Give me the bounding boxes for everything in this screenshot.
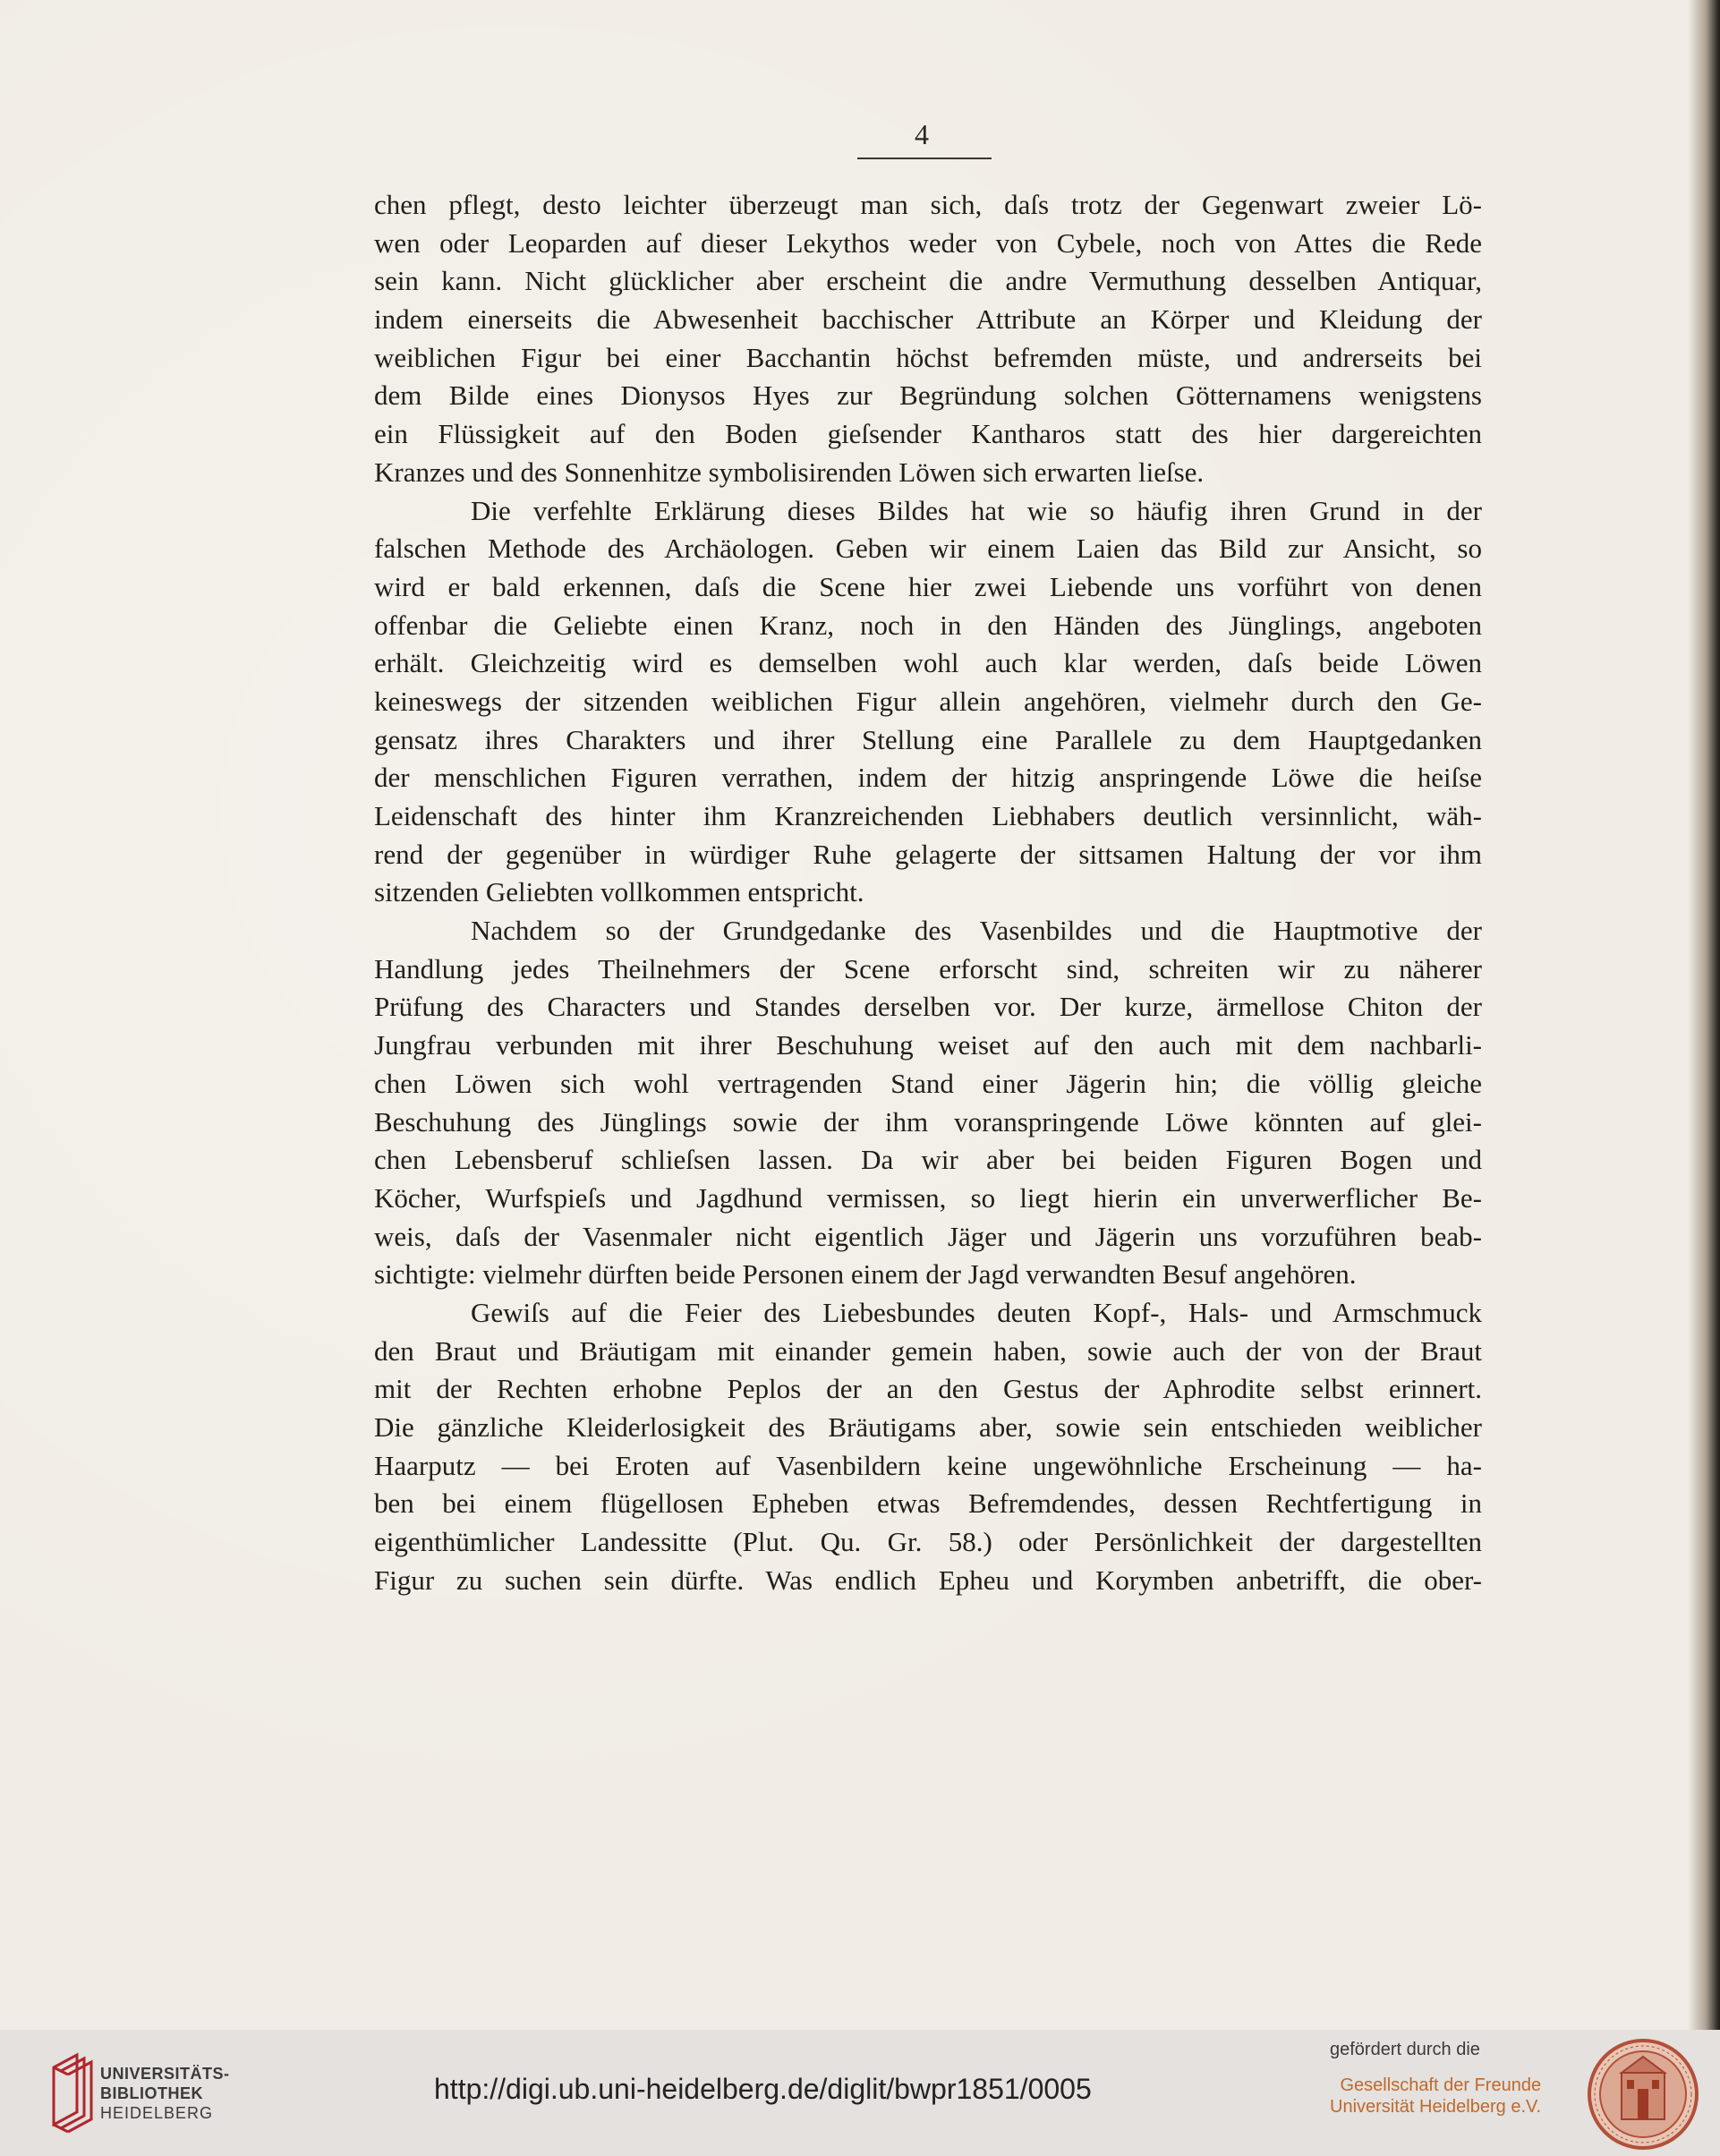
text-line: Handlung jedes Theilnehmers der Scene erforscht sind, schreiten wir zu näherer bbox=[374, 952, 1482, 984]
text-line: der menschlichen Figuren verrathen, indem der hitzig anspringende Löwe die heiſse bbox=[374, 762, 1482, 794]
text-line: Kranzes und des Sonnenhitze symbolisirenden Löwen sich erwarten lieſse. bbox=[374, 456, 1205, 488]
text-line: Die gänzliche Kleiderlosigkeit des Bräutigams aber, sowie sein entschieden weiblicher bbox=[374, 1411, 1482, 1443]
text-line: chen Lebensberuf schlieſsen lassen. Da wir aber bei beiden Figuren Bogen und bbox=[374, 1144, 1482, 1176]
text-line: ben bei einem flügellosen Epheben etwas Befremdendes, dessen Rechtfertigung in bbox=[374, 1487, 1482, 1520]
text-line: keineswegs der sitzenden weiblichen Figur allein angehören, vielmehr durch den Ge- bbox=[374, 685, 1482, 717]
text-line: Leidenschaft des hinter ihm Kranzreichenden Liebhabers deutlich versinnlicht, wäh- bbox=[374, 800, 1482, 831]
text-line: dem Bilde eines Dionysos Hyes zur Begründung solchen Götternamens wenigstens bbox=[374, 379, 1482, 412]
text-line: ein Flüssigkeit auf den Boden gieſsender Kantharos statt des hier dargereichten bbox=[374, 418, 1482, 450]
library-name-line3: HEIDELBERG bbox=[100, 2104, 214, 2122]
funded-by-label: gefördert durch die bbox=[1330, 2040, 1480, 2059]
text-line: Beschuhung des Jünglings sowie der ihm voranspringende Löwe könnten auf glei- bbox=[374, 1105, 1482, 1138]
text-line: Jungfrau verbunden mit ihrer Beschuhung weiset auf den auch mit dem nachbarli- bbox=[374, 1029, 1482, 1061]
society-name-line2: Universität Heidelberg e.V. bbox=[1330, 2097, 1542, 2117]
text-line: Die verfehlte Erklärung dieses Bildes hat wie so häufig ihren Grund in der bbox=[471, 494, 1482, 526]
text-line: rend der gegenüber in würdiger Ruhe gelagerte der sittsamen Haltung der vor ihm bbox=[374, 838, 1482, 870]
text-line: falschen Methode des Archäologen. Geben wir einem Laien das Bild zur Ansicht, so bbox=[374, 533, 1482, 565]
text-line: chen Löwen sich wohl vertragenden Stand einer Jägerin hin; die völlig gleiche bbox=[374, 1067, 1482, 1099]
text-line: chen pflegt, desto leichter überzeugt man sich, daſs trotz der Gegenwart zweier Lö- bbox=[374, 189, 1482, 220]
text-line: sein kann. Nicht glücklicher aber erscheint die andre Vermuthung desselben Antiquar, bbox=[374, 265, 1482, 297]
text-line: sitzenden Geliebten vollkommen entspricht. bbox=[374, 876, 864, 908]
text-line: Prüfung des Characters und Standes derselben vor. Der kurze, ärmellose Chiton der bbox=[374, 991, 1482, 1023]
text-line: gensatz ihres Charakters und ihrer Stellung eine Parallele zu dem Hauptgedanken bbox=[374, 723, 1482, 755]
text-line: wen oder Leoparden auf dieser Lekythos weder von Cybele, noch von Attes die Rede bbox=[374, 226, 1482, 259]
text-line: mit der Rechten erhobne Peplos der an den Gestus der Aphrodite selbst erinnert. bbox=[374, 1373, 1482, 1405]
permalink-url[interactable]: http://digi.ub.uni-heidelberg.de/diglit/bwpr1851/0005 bbox=[434, 2073, 1092, 2105]
text-line: Gewiſs auf die Feier des Liebesbundes deuten Kopf-, Hals- und Armschmuck bbox=[471, 1296, 1482, 1328]
university-library-logo-icon bbox=[48, 2049, 98, 2135]
text-line: erhält. Gleichzeitig wird es demselben wohl auch klar werden, daſs beide Löwen bbox=[374, 647, 1482, 679]
text-line: Köcher, Wurfspieſs und Jagdhund vermissen, so liegt hierin ein unverwerflicher Be- bbox=[374, 1181, 1482, 1214]
page-number: 4 bbox=[915, 118, 929, 150]
text-line: weiblichen Figur bei einer Bacchantin höchst befremden müste, und andrerseits bei bbox=[374, 341, 1482, 373]
society-name bbox=[1330, 2075, 1541, 2118]
text-line: weis, daſs der Vasenmaler nicht eigentlich Jäger und Jägerin uns vorzuführen beab- bbox=[374, 1220, 1482, 1252]
body-text bbox=[374, 186, 1482, 1599]
university-seal-icon bbox=[1586, 2037, 1700, 2152]
text-line: wird er bald erkennen, daſs die Scene hier zwei Liebende uns vorführt von denen bbox=[374, 570, 1482, 602]
text-line: Nachdem so der Grundgedanke des Vasenbildes und die Hauptmotive der bbox=[471, 915, 1482, 947]
text-line: den Braut und Bräutigam mit einander gemein haben, sowie auch der von der Braut bbox=[374, 1334, 1482, 1367]
library-name-line1: UNIVERSITÄTS- bbox=[100, 2065, 230, 2083]
text-line: Figur zu suchen sein dürfte. Was endlich Epheu und Korymben anbetrifft, die ober- bbox=[374, 1564, 1482, 1596]
society-name-line1: Gesellschaft der Freunde bbox=[1340, 2075, 1542, 2095]
text-line: eigenthümlicher Landessitte (Plut. Qu. Gr. 58.) oder Persönlichkeit der dargestellten bbox=[374, 1526, 1482, 1558]
text-line: sichtigte: vielmehr dürften beide Personen einem der Jagd verwandten Besuf angehören. bbox=[374, 1258, 1357, 1291]
text-line: Haarputz — bei Eroten auf Vasenbildern keine ungewöhnliche Erscheinung — ha- bbox=[374, 1449, 1482, 1481]
text-line: indem einerseits die Abwesenheit bacchischer Attribute an Körper und Kleidung der bbox=[374, 303, 1482, 336]
text-line: offenbar die Geliebte einen Kranz, noch in den Händen des Jünglings, angeboten bbox=[374, 609, 1482, 641]
library-name-line2: BIBLIOTHEK bbox=[100, 2084, 203, 2102]
page-edge-shadow bbox=[1688, 0, 1720, 2030]
library-name bbox=[100, 2064, 230, 2123]
page-number-rule bbox=[857, 158, 992, 159]
